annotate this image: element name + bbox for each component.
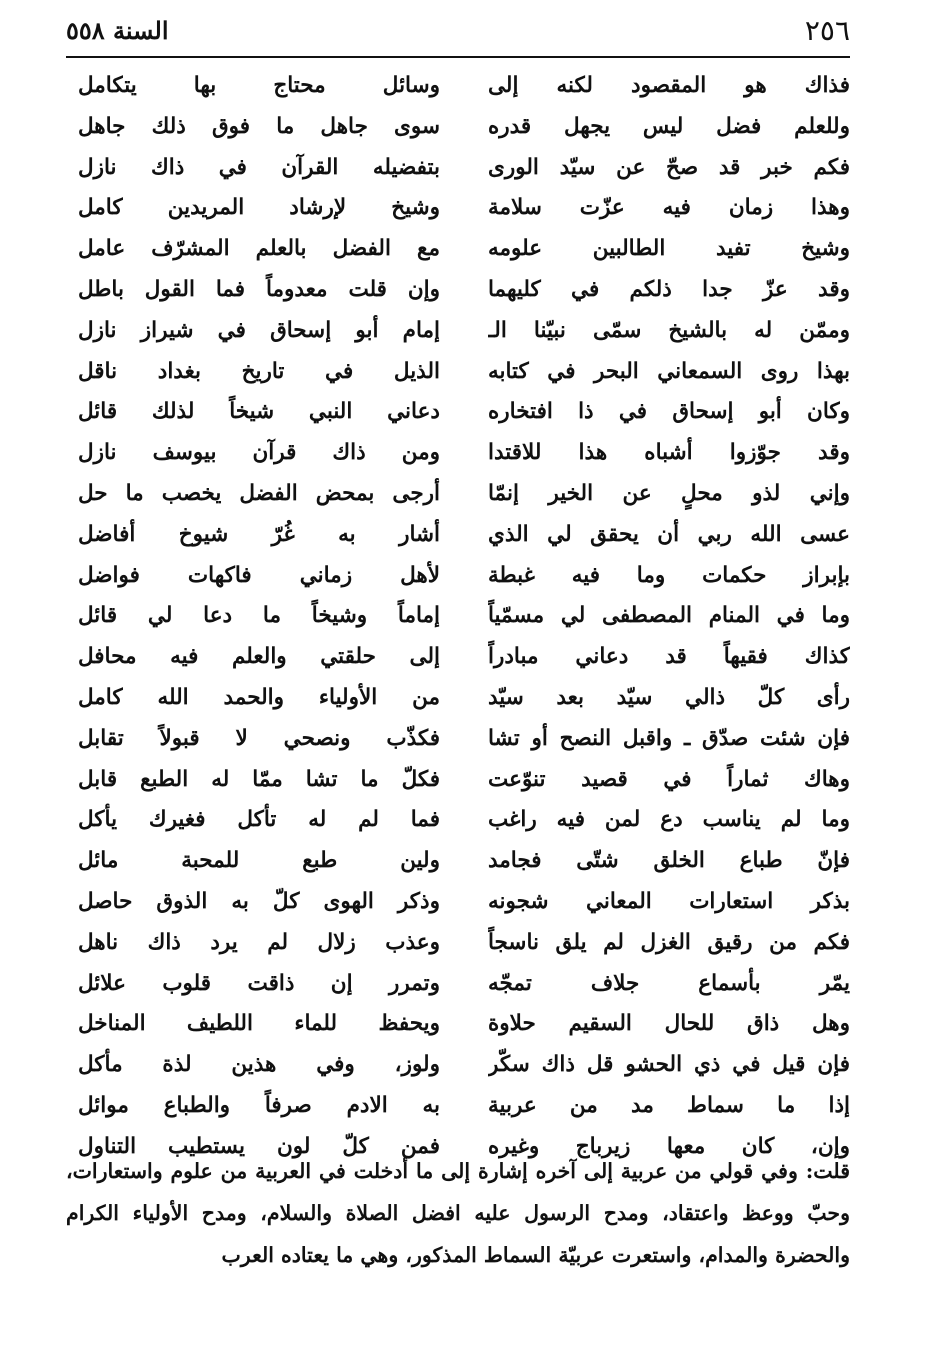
verse-first-hemistich: فكم من رقيق الغزل لم يلق ناسجاً (488, 929, 850, 955)
verse-first-hemistich: وقد جوّزوا أشباه هذا للاقتدا (488, 440, 850, 466)
verse-first-hemistich: وإني لذو محلٍ عن الخير إنمّا (488, 480, 850, 506)
poem-body (66, 66, 850, 1168)
verse-second-hemistich: ويحفظ للماء اللطيف المناخل (78, 1011, 440, 1037)
verse-second-hemistich: ولوز، وفي هذين لذة مأكل (78, 1052, 440, 1078)
verse-first-hemistich: وإن، كان معها زيرباج وغيره (488, 1133, 850, 1159)
verse-line (66, 596, 850, 637)
verse-second-hemistich: بتفضيله القرآن في ذاك نازل (78, 154, 440, 180)
verse-first-hemistich: وما لم يناسب دع لمن فيه راغب (488, 807, 850, 833)
verse-first-hemistich: وممّن له بالشيخ سمّى نبيّنا الـ (488, 317, 850, 343)
verse-first-hemistich: بهذا روى السمعاني البحر في كتابه (488, 358, 850, 384)
verse-line (66, 719, 850, 760)
verse-line (66, 107, 850, 148)
verse-second-hemistich: أشار به غُرّ شيوخ أفاضل (78, 521, 440, 547)
verse-line (66, 311, 850, 352)
verse-first-hemistich: وهاك ثماراً في قصيد تنوّعت (488, 766, 850, 792)
verse-line (66, 148, 850, 189)
verse-first-hemistich: وقد عزّ جدا ذلكم في كليهما (488, 276, 850, 302)
verse-line (66, 841, 850, 882)
verse-second-hemistich: به الادم صرفاً والطباع موائل (78, 1092, 440, 1118)
verse-first-hemistich: وما في المنام المصطفى لي مسمّياً (488, 603, 850, 629)
verse-first-hemistich: وهذا زمان فيه عزّت سلامة (488, 195, 850, 221)
verse-line (66, 515, 850, 556)
verse-second-hemistich: من الأولياء والحمد الله كامل (78, 684, 440, 710)
verse-second-hemistich: وسائل محتاج بها يتكامل (78, 73, 440, 98)
verse-second-hemistich: ولين طبع للمحبة مائل (78, 848, 440, 874)
verse-first-hemistich: فإنّ طباع الخلق شتّى فجامد (488, 848, 850, 874)
running-head-year: السنة ٥٥٨ (66, 16, 169, 45)
verse-line (66, 964, 850, 1005)
verse-line (66, 1045, 850, 1086)
verse-first-hemistich: بذكر استعارات المعاني شجونه (488, 888, 850, 914)
verse-first-hemistich: إذا ما سماط مد من عربية (488, 1092, 850, 1118)
verse-first-hemistich: وللعلم فضل ليس يجهل قدره (488, 113, 850, 139)
verse-second-hemistich: وعذب زلال لم يرد ذاك ناهل (78, 929, 440, 955)
verse-second-hemistich: وشيخ لإرشاد المريدين كامل (78, 195, 440, 221)
verse-second-hemistich: إلى حلقتي والعلم فيه محافل (78, 644, 440, 670)
verse-first-hemistich: فكم خبر قد صحّ عن سيّد الورى (488, 154, 850, 180)
verse-first-hemistich: كذاك فقيهاً قد دعاني مبادراً (488, 644, 850, 670)
verse-first-hemistich: وكان أبو إسحاق في ذا افتخاره (488, 399, 850, 425)
verse-line (66, 392, 850, 433)
verse-first-hemistich: يمّر بأسماع جلاف تمجّه (488, 970, 850, 996)
page-header (66, 14, 850, 56)
verse-line (66, 474, 850, 515)
verse-line (66, 800, 850, 841)
verse-second-hemistich: لأهل زماني فاكهات فواضل (78, 562, 440, 588)
verse-first-hemistich: فإن شئت صدّق ـ واقبل النصح أو تشا (488, 725, 850, 751)
verse-line (66, 229, 850, 270)
verse-second-hemistich: فكلّ ما تشا ممّا له الطبع قابل (78, 766, 440, 792)
verse-line (66, 760, 850, 801)
verse-line (66, 433, 850, 474)
verse-first-hemistich: وشيخ تفيد الطالبين علومه (488, 236, 850, 262)
commentary-paragraph: قلت: وفي قولي من عربية إلى آخره إشارة إلى ما أدخلت في العربية من علوم واستعارات، وحبّ ووعظ واعتقاد، ومدح الرسول عليه افضل الصلاة والسلام، ومدح الأولياء الكرام والحضرة والمدام، واستعرت عربيّة السماط المذكور، وهي ما يعتاده العرب (66, 1159, 850, 1267)
verse-second-hemistich: أرجى بمحض الفضل يخصب ما حل (78, 480, 440, 506)
verse-second-hemistich: سوى جاهل ما فوق ذلك جاهل (78, 113, 440, 139)
verse-first-hemistich: فذاك هو المقصود لكنه إلى (488, 73, 850, 98)
verse-second-hemistich: مع الفضل بالعلم المشرّف عامل (78, 236, 440, 262)
verse-second-hemistich: ومن ذاك قرآن بيوسف نازل (78, 440, 440, 466)
verse-line (66, 637, 850, 678)
verse-second-hemistich: فكذّب ونصحي لا قبولاً تقابل (78, 725, 440, 751)
verse-line (66, 1086, 850, 1127)
verse-line (66, 270, 850, 311)
verse-second-hemistich: فمن كلّ لون يستطيب التناول (78, 1133, 440, 1159)
verse-first-hemistich: رأى كلّ ذالي سيّد بعد سيّد (488, 684, 850, 710)
verse-second-hemistich: وإن قلت معدوماً فما القول باطل (78, 276, 440, 302)
verse-line (66, 556, 850, 597)
verse-line (66, 188, 850, 229)
verse-line (66, 1004, 850, 1045)
page-number: ٢٥٦ (804, 14, 850, 47)
verse-first-hemistich: عسى الله ربي أن يحقق لي الذي (488, 521, 850, 547)
header-rule (66, 56, 850, 58)
verse-second-hemistich: وذكر الهوى كلّ به الذوق حاصل (78, 888, 440, 914)
verse-line (66, 66, 850, 107)
verse-first-hemistich: بإبراز حكمات وما فيه غبطة (488, 562, 850, 588)
verse-line (66, 352, 850, 393)
verse-first-hemistich: فإن قيل في ذي الحشو قل ذاك سكّر (488, 1052, 850, 1078)
verse-second-hemistich: فما لم له تأكل فغيرك يأكل (78, 807, 440, 833)
verse-line (66, 678, 850, 719)
verse-second-hemistich: إمام أبو إسحاق في شيراز نازل (78, 317, 440, 343)
verse-second-hemistich: الذيل في تاريخ بغداد ناقل (78, 358, 440, 384)
verse-second-hemistich: دعاني النبي شيخاً لذلك قائل (78, 399, 440, 425)
verse-line (66, 923, 850, 964)
verse-line (66, 882, 850, 923)
verse-second-hemistich: وتمرر إن ذاقت قلوب علائل (78, 970, 440, 996)
verse-first-hemistich: وهل ذاق للحال السقيم حلاوة (488, 1011, 850, 1037)
verse-second-hemistich: إماماً وشيخاً ما دعا لي قائل (78, 603, 440, 629)
